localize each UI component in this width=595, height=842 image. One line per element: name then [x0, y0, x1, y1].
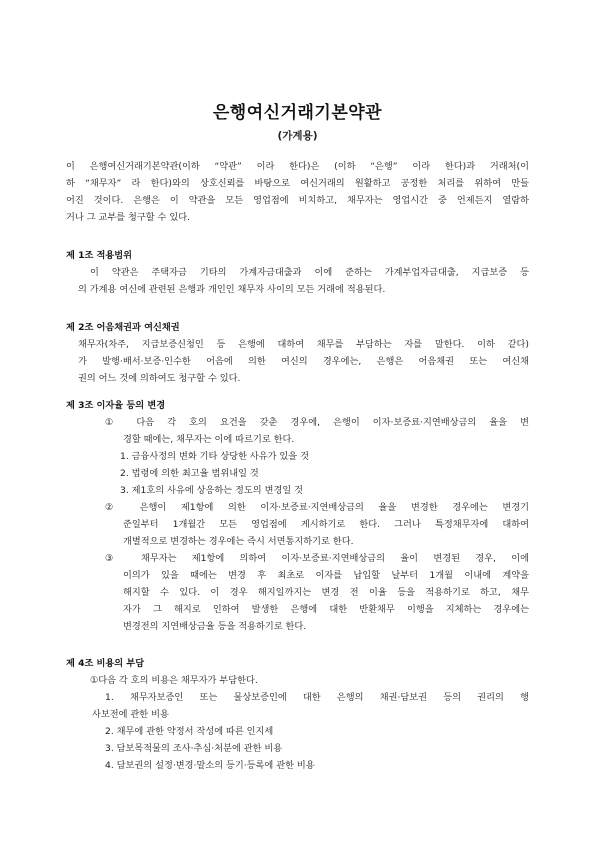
article-line: 3. 담보목적물의 조사·추심·처분에 관한 비용 — [105, 743, 283, 754]
document-subtitle: (가계용) — [277, 130, 318, 142]
article-line: 경할 때에는, 채무자는 이에 따르기로 한다. — [123, 434, 295, 445]
article-heading: 제 1조 적용범위 — [66, 250, 133, 261]
article-heading: 제 4조 비용의 부담 — [66, 658, 145, 669]
article-line: 의 가계용 여신에 관련된 은행과 개인인 채무자 사이의 모든 거래에 적용된다. — [78, 284, 386, 295]
article-line: 2. 법령에 의한 최고율 범위내일 것 — [120, 468, 259, 479]
article-heading: 제 3조 이자율 등의 변경 — [66, 400, 166, 411]
article-line: 준일부터 1개월간 모든 영업점에 게시하기로 한다. 그러나 특정채무자에 대하여 — [123, 519, 529, 530]
article-line: 1. 채무자보증인 또는 물상보증인에 대한 은행의 채권·담보권 등의 권리의 행 — [105, 692, 529, 703]
article-line: 개별적으로 변경하는 경우에는 즉시 서면통지하기로 한다. — [123, 536, 354, 547]
article-line: 3. 제1호의 사유에 상응하는 정도의 변경일 것 — [120, 485, 304, 496]
intro-line: 이 은행여신거래기본약관(이하 “약관” 이라 한다)은 (이하 “은행” 이라 한다)과 거래처(이 — [66, 161, 529, 172]
article-line: ② 은행이 제1항에 의한 이자·보증료·지연배상금의 율을 변경한 경우에는 변경기 — [105, 502, 529, 513]
article-line: ③ 채무자는 제1항에 의하여 이자·보증료·지연배상금의 율이 변경된 경우, 이에 — [105, 553, 529, 564]
article-line: 사보전에 관한 비용 — [92, 709, 169, 720]
intro-line: 어진 것이다. 은행은 이 약관을 모든 영업점에 비치하고, 채무자는 영업시간 중 언제든지 열람하 — [66, 195, 529, 206]
article-line: 이의가 있을 때에는 변경 후 최초로 이자를 납입할 날부터 1개월 이내에 계약을 — [123, 570, 529, 581]
article-line: 권의 어느 것에 의하여도 청구할 수 있다. — [78, 373, 241, 384]
article-line: ① 다음 각 호의 요건을 갖춘 경우에, 은행이 이자·보증료·지연배상금의 율을 변 — [105, 417, 529, 428]
article-line: 해지할 수 있다. 이 경우 해지일까지는 변경 전 이율 등을 적용하기로 하고, 채무 — [123, 587, 529, 598]
article-line: 1. 금융사정의 변화 기타 상당한 사유가 있을 것 — [120, 451, 309, 462]
article-line: 2. 채무에 관한 약정서 작성에 따른 인지세 — [105, 726, 274, 737]
article-line: 자가 그 해지로 인하여 발생한 은행에 대한 반환채무 이행을 지체하는 경우에는 — [123, 604, 529, 615]
article-line: 4. 담보권의 설정·변경·말소의 등기·등록에 관한 비용 — [105, 760, 315, 771]
article-line: 변경전의 지연배상금율 등을 적용하기로 한다. — [123, 621, 307, 632]
intro-line: 하 “채무자” 라 한다)와의 상호신뢰를 바탕으로 여신거래의 원활하고 공정한 처리를 위하여 만들 — [66, 178, 529, 189]
article-line: 가 발행·배서·보증·인수한 어음에 의한 여신의 경우에는, 은행은 어음채권 또는 여신채 — [78, 356, 529, 367]
article-line: 채무자(차주, 지급보증신청인 등 은행에 대하여 채무를 부담하는 자를 말한다. 이하 같다) — [78, 339, 529, 350]
article-heading: 제 2조 어음채권과 여신채권 — [66, 322, 180, 333]
article-line: 이 약관은 주택자금 기타의 가계자금대출과 이에 준하는 가계부업자금대출, 지급보증 등 — [90, 267, 529, 278]
document-title: 은행여신거래기본약관 — [212, 103, 383, 123]
intro-line: 거나 그 교부를 청구할 수 있다. — [66, 212, 191, 223]
article-line: ①다음 각 호의 비용은 채무자가 부담한다. — [90, 675, 258, 686]
